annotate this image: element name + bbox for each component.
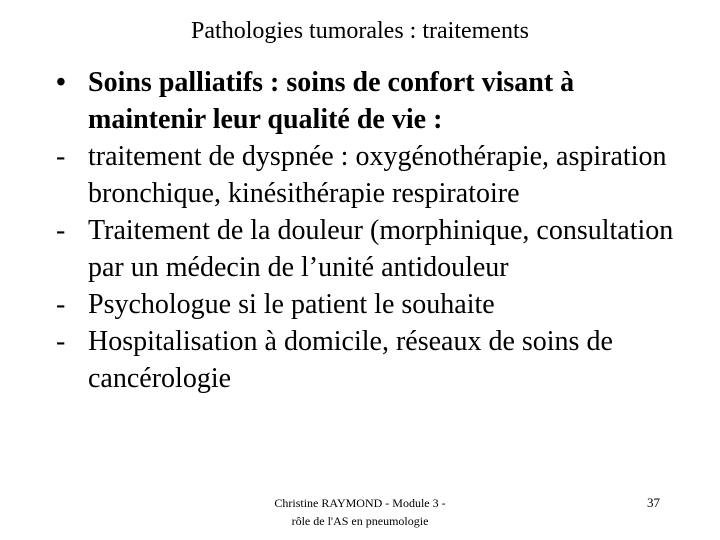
footer-module-line: rôle de l'AS en pneumologie — [291, 514, 429, 528]
list-item-palliative-care — [56, 64, 676, 138]
list-item-text: Traitement de la douleur (morphinique, consultation par un médecin de l’unité antidouleur — [88, 215, 674, 283]
list-item-dyspnea-treatment — [56, 138, 676, 212]
bullet-marker: • — [56, 67, 66, 98]
list-item-psychologist — [56, 286, 676, 323]
list-item-text: Psychologue si le patient le souhaite — [88, 289, 495, 320]
page-number: 37 — [647, 495, 660, 510]
list-item-text: Soins palliatifs : soins de confort visant à maintenir leur qualité de vie : — [88, 67, 575, 135]
dash-marker: - — [56, 326, 66, 357]
list-item-pain-treatment — [56, 212, 676, 286]
slide-body — [56, 64, 676, 397]
list-item-text: Hospitalisation à domicile, réseaux de soins de cancérologie — [88, 326, 613, 394]
list-item-home-hospitalization — [56, 323, 676, 397]
list-item-text: traitement de dyspnée : oxygénothérapie, aspiration bronchique, kinésithérapie respiratoire — [88, 141, 667, 209]
slide-footer — [240, 494, 480, 530]
dash-marker: - — [56, 289, 66, 320]
slide-title: Pathologies tumorales : traitements — [191, 18, 529, 44]
dash-marker: - — [56, 215, 66, 246]
footer-author-line: Christine RAYMOND - Module 3 - — [274, 496, 446, 510]
dash-marker: - — [56, 141, 66, 172]
